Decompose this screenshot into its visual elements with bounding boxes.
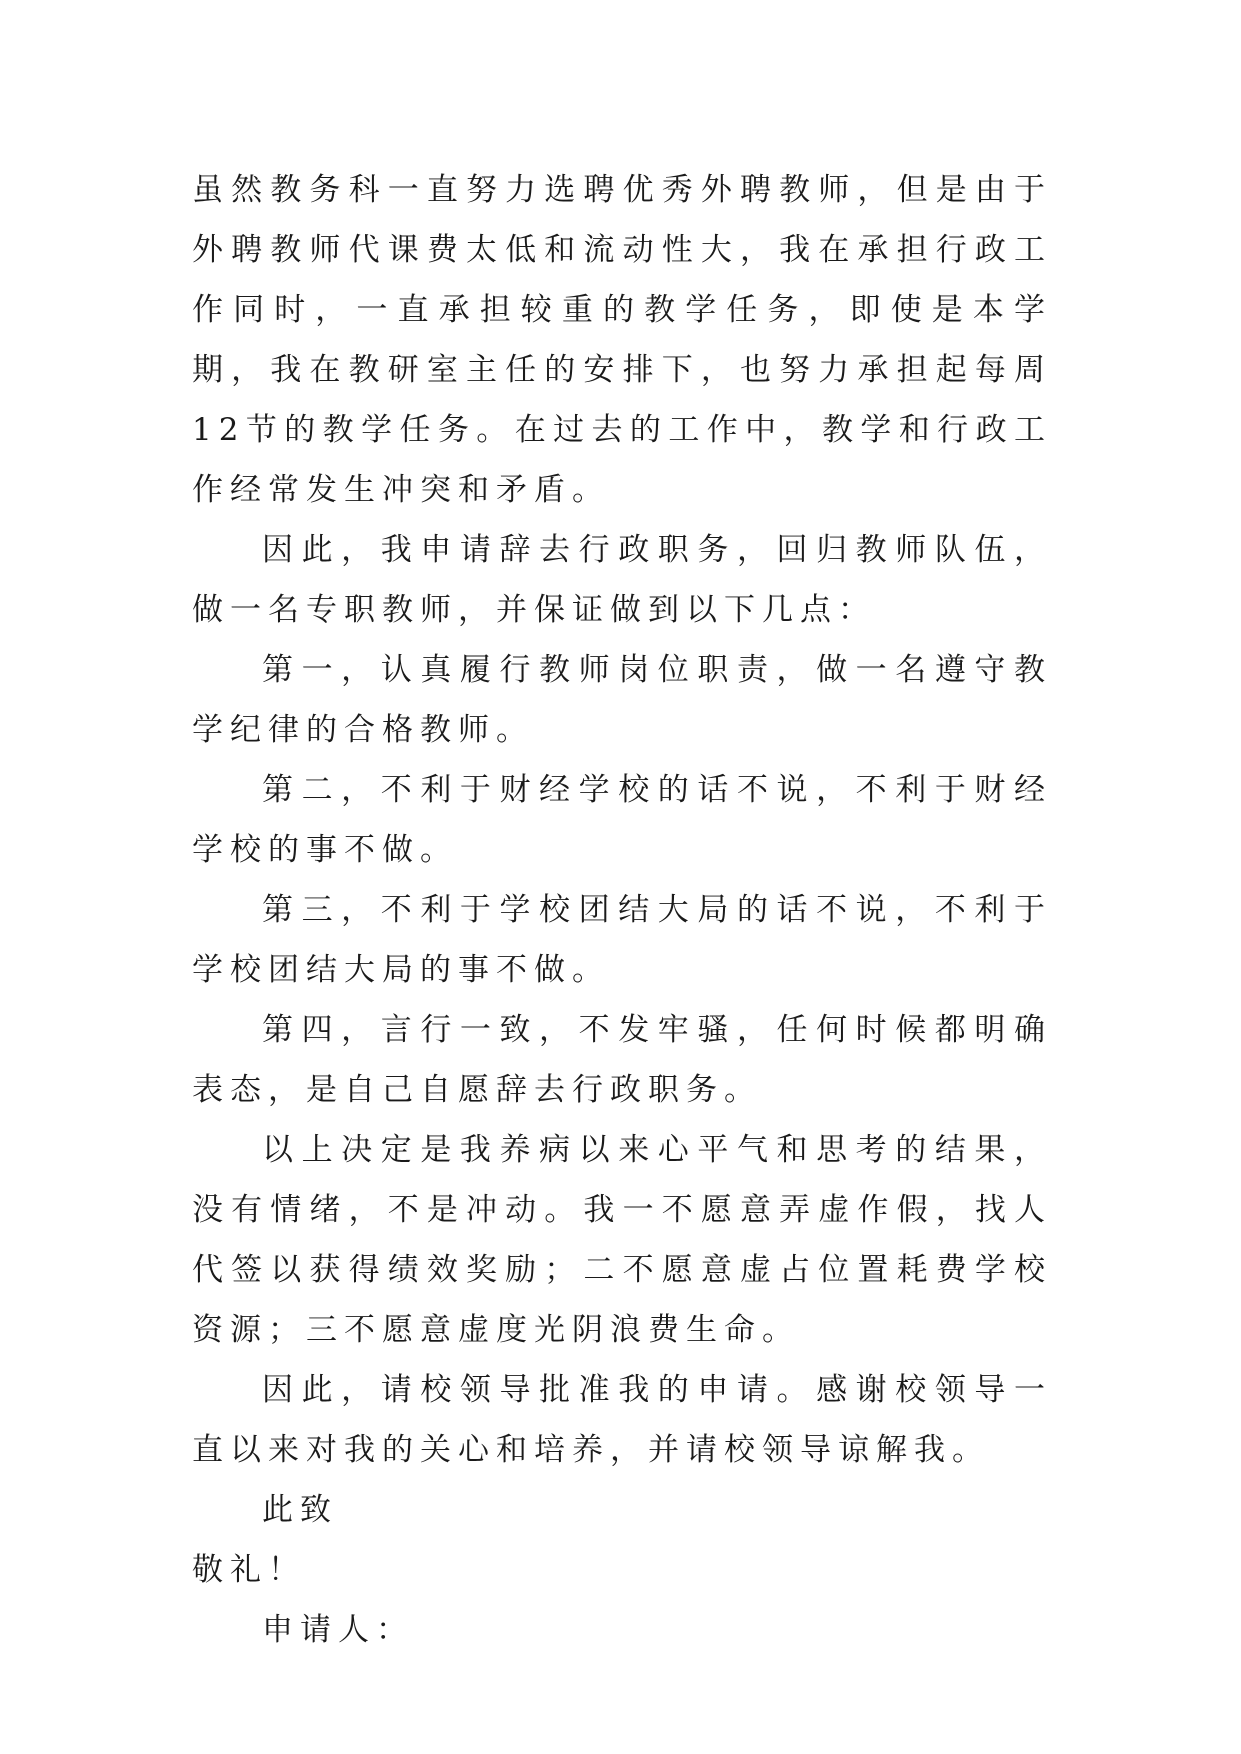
paragraph-point-1: 第一，认真履行教师岗位职责，做一名遵守教学纪律的合格教师。	[192, 652, 1052, 748]
salutation-line-1: 此致	[262, 1492, 338, 1528]
paragraph-point-3: 第三，不利于学校团结大局的话不说，不利于学校团结大局的事不做。	[192, 892, 1052, 988]
paragraph-decision: 以上决定是我养病以来心平气和思考的结果，没有情绪，不是冲动。我一不愿意弄虚作假，找人代签以获得绩效奖励；二不愿意虚占位置耗费学校资源；三不愿意虚度光阴浪费生命。	[192, 1132, 1052, 1348]
paragraph-request: 因此，请校领导批准我的申请。感谢校领导一直以来对我的关心和培养，并请校领导谅解我。	[192, 1372, 1052, 1468]
paragraph-1: 虽然教务科一直努力选聘优秀外聘教师，但是由于外聘教师代课费太低和流动性大，我在承担行政工作同时，一直承担较重的教学任务，即使是本学期，我在教研室主任的安排下，也努力承担起每周12节的教学任务。在过去的工作中，教学和行政工作经常发生冲突和矛盾。	[192, 172, 1052, 508]
salutation-line-2: 敬礼！	[192, 1552, 306, 1588]
paragraph-2: 因此，我申请辞去行政职务，回归教师队伍，做一名专职教师，并保证做到以下几点：	[192, 532, 1052, 628]
paragraph-point-2: 第二，不利于财经学校的话不说，不利于财经学校的事不做。	[192, 772, 1052, 868]
signature-line: 申请人：	[262, 1612, 414, 1648]
document-body	[192, 160, 1052, 1660]
paragraph-point-4: 第四，言行一致，不发牢骚，任何时候都明确表态，是自己自愿辞去行政职务。	[192, 1012, 1052, 1108]
